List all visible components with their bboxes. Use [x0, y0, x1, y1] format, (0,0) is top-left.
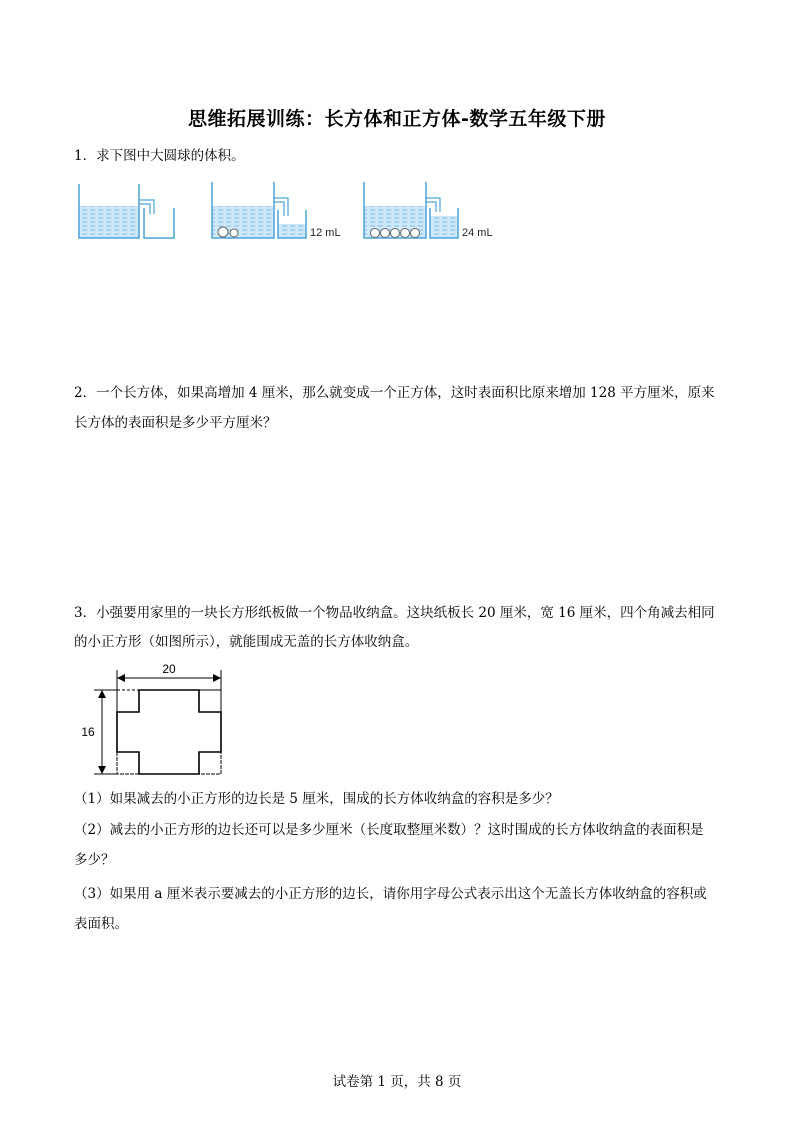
question-3-line-1: 3．小强要用家里的一块长方形纸板做一个物品收纳盒。这块纸板长 20 厘米，宽 16 厘米，四个角减去相同: [74, 605, 715, 621]
question-2-line-1: 2．一个长方体，如果高增加 4 厘米，那么就变成一个正方体，这时表面积比原来增加 128 平方厘米，原来: [74, 385, 715, 401]
beaker-overflow-figure: [74, 176, 514, 246]
label-24ml: 24 mL: [462, 227, 493, 239]
height-label: 16: [81, 725, 95, 739]
question-3-sub-1: （1）如果减去的小正方形的边长是 5 厘米，围成的长方体收纳盒的容积是多少？: [74, 791, 559, 807]
beaker-group-1: [79, 184, 174, 238]
question-1-text: 1．求下图中大圆球的体积。: [74, 148, 245, 164]
cardboard-figure: [80, 660, 240, 780]
page-title: 思维拓展训练：长方体和正方体-数学五年级下册: [188, 108, 606, 130]
label-12ml: 12 mL: [310, 227, 341, 239]
box-net-shape: [117, 690, 221, 774]
question-3-sub-3-line-1: （3）如果用 a 厘米表示要减去的小正方形的边长，请你用字母公式表示出这个无盖长方体收纳盒的容积或: [74, 886, 707, 902]
question-3-line-2: 的小正方形（如图所示），就能围成无盖的长方体收纳盒。: [74, 634, 419, 650]
width-label: 20: [162, 662, 176, 676]
beaker-group-3: [364, 182, 493, 239]
question-3-sub-2-line-1: （2）减去的小正方形的边长还可以是多少厘米（长度取整厘米数）？这时围成的长方体收纳盒的表面积是: [74, 822, 704, 838]
beaker-group-2: [212, 182, 341, 239]
question-3-sub-2-line-2: 多少？: [74, 852, 115, 868]
question-2-line-2: 长方体的表面积是多少平方厘米？: [74, 415, 277, 431]
question-3-sub-3-line-2: 表面积。: [74, 916, 128, 932]
page-footer: 试卷第 1 页，共 8 页: [332, 1074, 462, 1090]
